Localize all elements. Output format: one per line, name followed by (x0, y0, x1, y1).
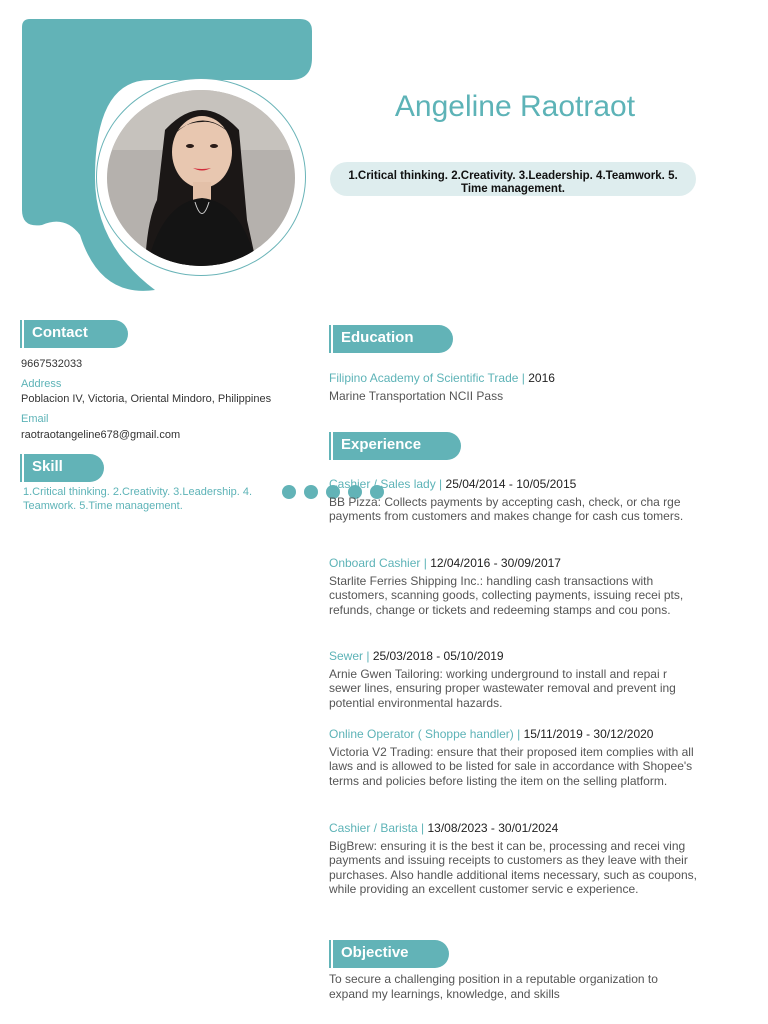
experience-item: Online Operator ( Shoppe handler) | 15/11/2019 - 30/12/2020 Victoria V2 Trading: ensure that their proposed item complies with all laws and is allowed to be listed for sale in accordance with Shopee's terms and policies before listing the item on the selling platform. (329, 727, 697, 788)
experience-dates: 13/08/2023 - 30/01/2024 (427, 821, 559, 835)
tagline: 1.Critical thinking. 2.Creativity. 3.Leadership. 4.Teamwork. 5. Time management. (330, 162, 696, 196)
contact-heading: Contact (20, 320, 130, 348)
education-entry (329, 371, 697, 403)
experience-title: Cashier / Barista (329, 821, 418, 835)
profile-photo (107, 90, 295, 266)
address-label: Address (21, 378, 62, 390)
education-detail: Marine Transportation NCII Pass (329, 388, 504, 403)
experience-title: Online Operator ( Shoppe handler) (329, 727, 514, 741)
skill-text: 1.Critical thinking. 2.Creativity. 3.Leadership. 4. Teamwork. 5.Time management. (23, 486, 253, 512)
experience-desc: Starlite Ferries Shipping Inc.: handling cash transactions with customers, scanning goods, collecting payments, issuing recei pts, refunds, change or tickets and redeeming stamps and cou pons. (329, 573, 684, 617)
education-school: Filipino Academy of Scientific Trade (329, 371, 519, 385)
experience-dates: 15/11/2019 - 30/12/2020 (523, 727, 654, 741)
experience-desc: BB Pizza: Collects payments by accepting cash, check, or cha rge payments from customers and makes change for cash cus tomers. (329, 494, 684, 523)
decorative-dot (304, 485, 318, 499)
contact-email: raotraotangeline678@gmail.com (21, 429, 181, 441)
experience-title: Cashier / Sales lady (329, 477, 436, 491)
education-separator: | (518, 371, 529, 385)
objective-text: To secure a challenging position in a reputable organization to expand my learnings, knowledge, and skills (329, 972, 658, 1001)
experience-title: Onboard Cashier (329, 556, 421, 570)
experience-heading: Experience (329, 432, 462, 460)
experience-desc: Victoria V2 Trading: ensure that their proposed item complies with all laws and is allowed to be listed for sale in accordance with Shopee's terms and policies before listing the item on the selling platform. (329, 744, 694, 788)
experience-dates: 12/04/2016 - 30/09/2017 (430, 556, 561, 570)
experience-dates: 25/03/2018 - 05/10/2019 (372, 649, 504, 663)
objective-heading: Objective (329, 940, 451, 968)
experience-item: Cashier / Sales lady | 25/04/2014 - 10/05/2015 BB Pizza: Collects payments by accepting cash, check, or cha rge payments from customers and makes change for cash cus tomers. (329, 477, 697, 524)
experience-desc: BigBrew: ensuring it is the best it can be, processing and recei ving payments and issuing receipts to customers as they leave with their purchases. Also handle additional items necessary, such as coupons, while providing an excellent customer servic e experience. (329, 838, 697, 896)
experience-dates: 25/04/2014 - 10/05/2015 (445, 477, 577, 491)
email-label: Email (21, 413, 49, 425)
education-year: 2016 (528, 371, 555, 385)
candidate-name: Angeline Raotraot (394, 90, 636, 123)
experience-title: Sewer (329, 649, 364, 663)
decorative-dot (282, 485, 296, 499)
experience-item: Cashier / Barista | 13/08/2023 - 30/01/2024 BigBrew: ensuring it is the best it can be, processing and recei ving payments and issuing receipts to customers as they leave with their purchases. Also handle additional items necessary, such as coupons, while providing an excellent customer servic e experience. (329, 821, 697, 896)
experience-desc: Arnie Gwen Tailoring: working underground to install and repai r sewer lines, ensuring proper wastewater removal and prevent ing potential environmental hazards. (329, 666, 676, 710)
contact-address: Poblacion IV, Victoria, Oriental Mindoro, Philippines (21, 393, 272, 405)
skill-heading: Skill (20, 454, 104, 482)
experience-item: Onboard Cashier | 12/04/2016 - 30/09/2017 Starlite Ferries Shipping Inc.: handling cash transactions with customers, scanning goods, collecting payments, issuing recei pts, refunds, change or tickets and redeeming stamps and cou pons. (329, 556, 697, 617)
education-heading: Education (329, 325, 454, 353)
experience-item: Sewer | 25/03/2018 - 05/10/2019 Arnie Gwen Tailoring: working underground to install and repai r sewer lines, ensuring proper wastewater removal and prevent ing potential environmental hazards. (329, 649, 697, 710)
contact-phone: 9667532033 (21, 358, 83, 370)
